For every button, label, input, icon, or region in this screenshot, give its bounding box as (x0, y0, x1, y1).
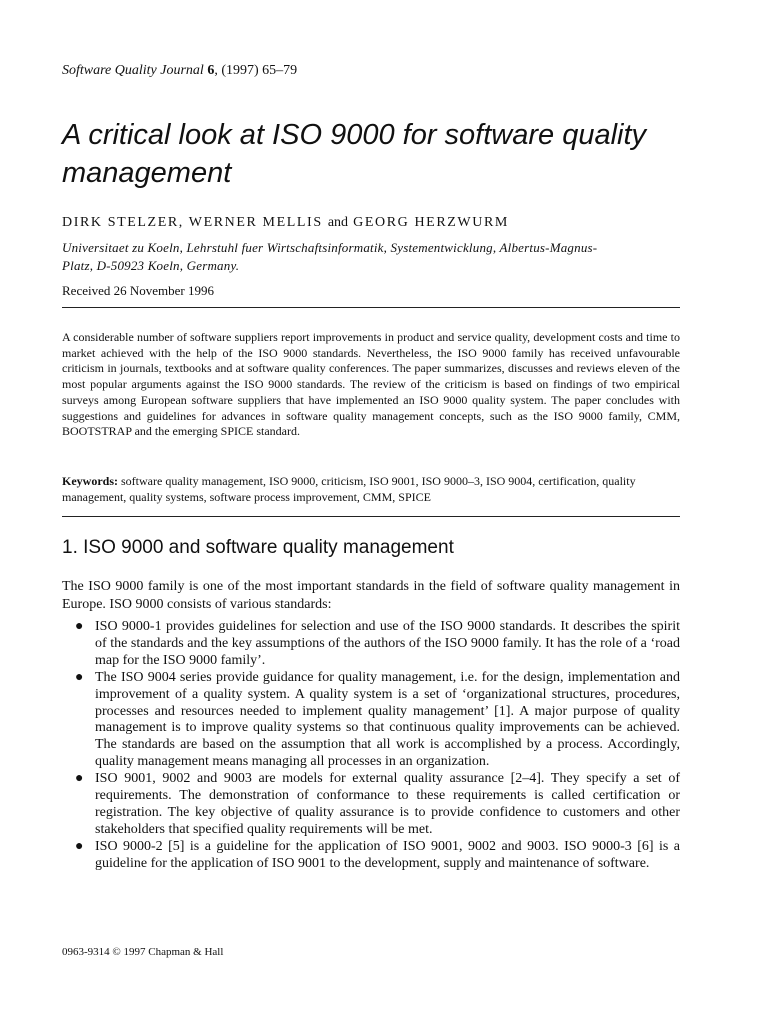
bullet-icon: ● (75, 838, 84, 854)
journal-name: Software Quality Journal (62, 63, 204, 78)
abstract: A considerable number of software suppliers report improvements in product and service quality, development costs and time to market achieved with the help of the ISO 9000 standards. Nevertheless, the ISO 9000 family has received unfavourable criticism in journals, textbooks and at software quality conferences. The paper summarizes, discusses and reviews eleven of the most popular arguments against the ISO 9000 standards. The review of the criticism is based on findings of two empirical surveys among European software suppliers that have implemented an ISO 9000 quality system. The paper concludes with suggestions and guidelines for advances in software quality management concepts, such as the ISO 9000 family, CMM, BOOTSTRAP and the emerging SPICE standard. (62, 330, 680, 439)
list-item (62, 771, 680, 839)
bullet-icon: ● (75, 669, 84, 685)
section-heading: 1. ISO 9000 and software quality management (62, 537, 454, 558)
received-date: Received 26 November 1996 (62, 283, 214, 298)
authors-and: and (327, 215, 349, 230)
list-item-text: The ISO 9004 series provide guidance for quality management, i.e. for the design, implementation and improvement of a quality system. A quality system is a set of ‘organizational structures, procedures, processes and resources needed to implement quality management’ [1]. A major purpose of quality management is to improve quality systems so that continuous quality improvements can be achieved. The standards are based on the assumption that all work is accomplished by a process. Accordingly, quality management means managing all processes in an organization. (95, 669, 680, 770)
keywords-label: Keywords: (62, 474, 118, 488)
section-intro: The ISO 9000 family is one of the most important standards in the field of software quality management in Europe. ISO 9000 consists of various standards: (62, 579, 680, 612)
copyright-footer: 0963-9314 © 1997 Chapman & Hall (62, 946, 224, 958)
list-item-text: ISO 9000-2 [5] is a guideline for the application of ISO 9001, 9002 and 9003. ISO 9000-3 [6] is a guideline for the application of ISO 9001 to the development, supply and maintenance of software. (95, 838, 680, 871)
top-divider (62, 307, 680, 308)
author-list (62, 214, 509, 232)
journal-year-pages: , (1997) 65–79 (214, 63, 298, 78)
list-item (62, 670, 680, 771)
standards-list (62, 619, 680, 873)
journal-volume: 6 (207, 63, 215, 78)
affiliation: Universitaet zu Koeln, Lehrstuhl fuer Wirtschaftsinformatik, Systementwicklung, Albertus-Magnus-Platz, D-50923 Koeln, Germany. (62, 240, 598, 273)
bullet-icon: ● (75, 619, 84, 634)
list-item (62, 619, 680, 670)
authors-first: DIRK STELZER, WERNER MELLIS (62, 215, 323, 230)
bullet-icon: ● (75, 771, 84, 787)
journal-citation (62, 62, 297, 80)
keywords (62, 474, 680, 505)
abstract-divider (62, 516, 680, 517)
paper-title: A critical look at ISO 9000 for software quality management (62, 119, 647, 189)
list-item-text: ISO 9000-1 provides guidelines for selection and use of the ISO 9000 standards. It describes the spirit of the standards and the key assumptions of the authors of the ISO 9000 family. It has the role of a ‘road map for the ISO 9000 family’. (95, 619, 680, 668)
keywords-text: software quality management, ISO 9000, criticism, ISO 9001, ISO 9000–3, ISO 9004, certification, quality management, quality systems, software process improvement, CMM, SPICE (62, 474, 636, 504)
list-item (62, 839, 680, 873)
list-item-text: ISO 9001, 9002 and 9003 are models for external quality assurance [2–4]. They specify a set of requirements. The demonstration of conformance to these requirements is called certification or registration. The key objective of quality assurance is to provide confidence to customers and other stakeholders that specified quality requirements will be met. (95, 771, 680, 837)
authors-last: GEORG HERZWURM (353, 215, 509, 230)
